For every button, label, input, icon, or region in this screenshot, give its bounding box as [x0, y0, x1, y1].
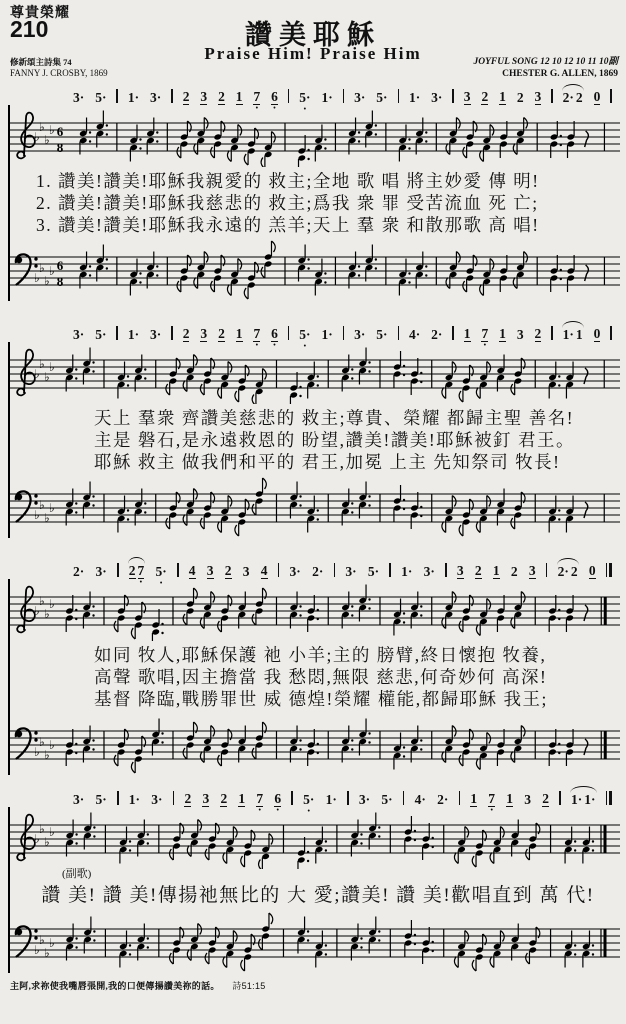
svg-text:♭: ♭	[44, 370, 50, 384]
treble-staff	[10, 807, 620, 869]
music-system-3	[8, 560, 618, 775]
svg-text:♭: ♭	[39, 261, 45, 275]
svg-text:♭: ♭	[44, 946, 50, 960]
jianpu-line: 3· 5· 1· 3· 2 3 2 1 7 • 6 • 5· • 1· 3· 5· 1· 3· 3 2 1 2 3 2· 2 0	[8, 86, 618, 105]
hymn-number: 210	[10, 16, 49, 42]
source-hymnal-reference: 修新頌主詩集 74	[10, 57, 72, 67]
author-credit: FANNY J. CROSBY, 1869	[10, 67, 108, 78]
bass-staff	[10, 476, 620, 538]
composer-credit: CHESTER G. ALLEN, 1869	[502, 68, 618, 79]
svg-text:♭: ♭	[44, 274, 50, 288]
svg-text:♭: ♭	[34, 130, 40, 144]
treble-staff	[10, 579, 620, 641]
grand-staff	[8, 342, 618, 538]
svg-text:♭: ♭	[44, 133, 50, 147]
lyric-line-verse2: 2. 讚美!讚美!耶穌我慈悲的 救主;爲我 衆 罪 受苦流血 死 亡;	[36, 193, 539, 213]
svg-text:♭: ♭	[49, 360, 55, 374]
grand-staff	[8, 579, 618, 775]
tune-name-meter: JOYFUL SONG 12 10 12 10 11 10副	[473, 57, 618, 67]
svg-text:♭: ♭	[34, 745, 40, 759]
svg-text:♭: ♭	[49, 825, 55, 839]
refrain-label: (副歌)	[62, 868, 92, 880]
lyric-line-verse1: 天上 羣衆 齊讚美慈悲的 救主;尊貴、榮耀 都歸主聖 善名!	[94, 408, 575, 428]
svg-text:♭: ♭	[44, 748, 50, 762]
bass-staff	[10, 239, 620, 301]
lyric-line-refrain: 讚 美! 讚 美!傳揚祂無比的 大 愛;讚美! 讚 美!歡唱直到 萬 代!	[41, 885, 595, 906]
svg-text:♭: ♭	[44, 511, 50, 525]
header	[0, 0, 626, 84]
category-label: 尊貴榮耀	[10, 6, 70, 21]
lyric-line-verse2: 主是 磐石,是永遠救恩的 盼望,讚美!讚美!耶穌被釘 君王。	[94, 430, 576, 450]
lyric-line-verse3: 3. 讚美!讚美!耶穌我永遠的 羔羊;天上 羣 衆 和散那歌 高 唱!	[36, 215, 540, 235]
svg-text:♭: ♭	[44, 607, 50, 621]
source-left	[10, 57, 108, 79]
svg-text:♭: ♭	[39, 498, 45, 512]
bass-staff	[10, 911, 620, 973]
lyrics-block	[10, 881, 618, 911]
jianpu-line: 3· 5· 1· 3· 2 3 2 1 7 • 6 • 5· • 1· 3· 5· 4· 2· 1 7 • 1 3 2 1· 1 0	[8, 323, 618, 342]
treble-staff	[10, 342, 620, 404]
hymn-title: 讚美耶穌	[245, 20, 381, 50]
grand-staff	[8, 105, 618, 301]
lyric-line-verse1: 如同 牧人,耶穌保護 祂 小羊;主的 膀臂,終日懷抱 牧養,	[94, 645, 547, 665]
hymn-subtitle: Praise Him! Praise Him	[204, 44, 422, 63]
svg-text:6: 6	[56, 258, 64, 273]
lyrics-block	[10, 641, 618, 713]
music-system-2	[8, 323, 618, 538]
svg-text:♭: ♭	[34, 604, 40, 618]
svg-text:♭: ♭	[49, 738, 55, 752]
scripture-quote: 主阿,求祢使我嘴唇張開,我的口便傳揚讚美祢的話。	[10, 981, 220, 991]
jianpu-line: 2· 3· 2 7 • 5· • 4 3 2 3 4 3· 2· 3· 5· 1· 3· 3 2 1 2 3 2· 2 0	[8, 560, 618, 579]
music-system-1	[8, 86, 618, 301]
scripture-reference: 詩51:15	[232, 981, 266, 991]
lyric-line-verse3: 基督 降臨,戰勝罪世 威 德煌!榮耀 權能,都歸耶穌 我王;	[94, 689, 548, 709]
lyric-line-verse3: 耶穌 救主 做我們和平的 君王,加冕 上主 先知祭司 牧長!	[94, 452, 561, 472]
svg-text:6: 6	[56, 124, 64, 139]
music-system-4-refrain	[8, 788, 618, 973]
jianpu-line: 3· 5· 1· 3· 2 3 2 1 7 • 6 • 5· • 1· 3· 5· 4· 2· 1 7 • 1 3 2 1· 1·	[8, 788, 618, 807]
svg-text:♭: ♭	[34, 508, 40, 522]
svg-text:♭: ♭	[49, 264, 55, 278]
svg-text:♭: ♭	[49, 501, 55, 515]
svg-text:♭: ♭	[34, 943, 40, 957]
svg-text:8: 8	[56, 140, 64, 155]
svg-text:♭: ♭	[49, 597, 55, 611]
svg-text:♭: ♭	[34, 832, 40, 846]
svg-text:♭: ♭	[39, 594, 45, 608]
bass-staff	[10, 713, 620, 775]
lyric-line-verse1: 1. 讚美!讚美!耶穌我親愛的 救主;全地 歌 唱 將主妙愛 傳 明!	[36, 171, 540, 191]
lyric-line-verse2: 高聲 歌唱,因主擔當 我 愁悶,無限 慈悲,何奇妙何 高深!	[94, 667, 548, 687]
svg-text:8: 8	[56, 274, 64, 289]
treble-staff	[10, 105, 620, 167]
svg-text:♭: ♭	[49, 123, 55, 137]
svg-text:♭: ♭	[34, 367, 40, 381]
lyrics-block	[10, 404, 618, 476]
svg-text:♭: ♭	[39, 735, 45, 749]
svg-text:♭: ♭	[34, 271, 40, 285]
svg-text:♭: ♭	[39, 120, 45, 134]
footer	[10, 979, 626, 992]
svg-text:♭: ♭	[39, 933, 45, 947]
svg-text:♭: ♭	[49, 936, 55, 950]
svg-text:♭: ♭	[44, 835, 50, 849]
svg-text:♭: ♭	[39, 822, 45, 836]
svg-text:♭: ♭	[39, 357, 45, 371]
grand-staff	[8, 807, 618, 973]
source-right	[473, 57, 618, 81]
lyrics-block	[10, 167, 618, 239]
